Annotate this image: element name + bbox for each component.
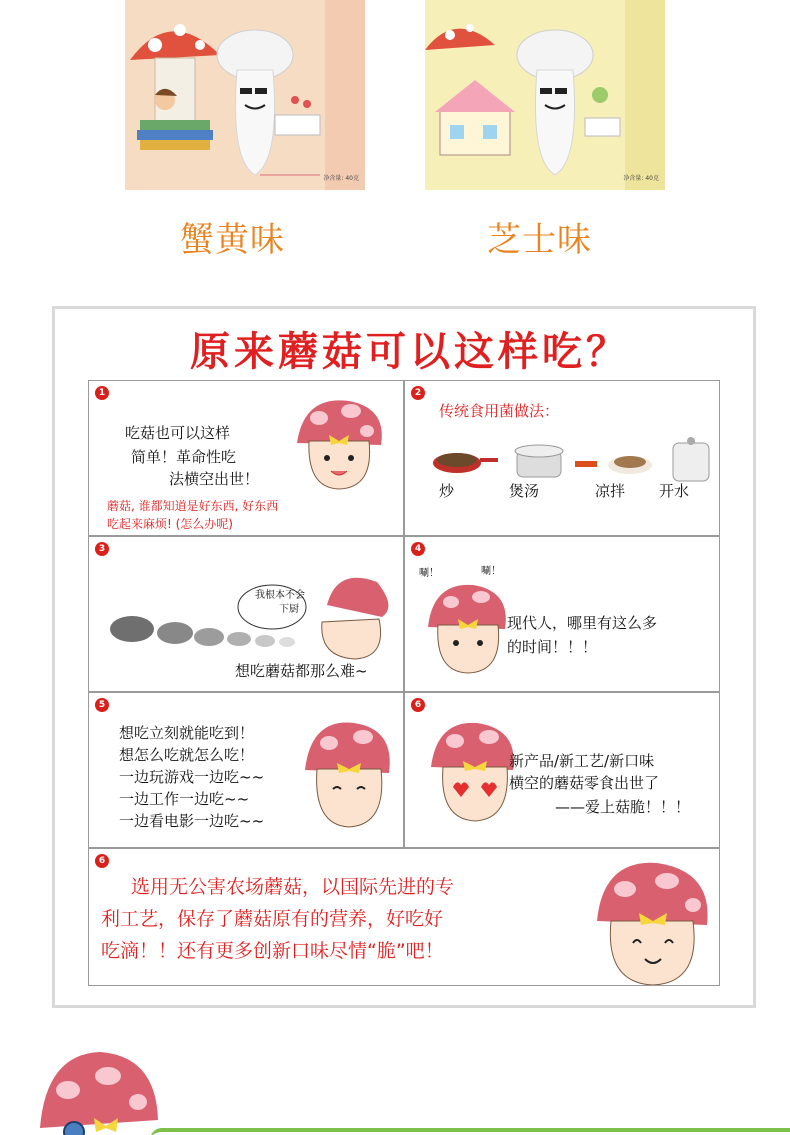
panel-5-line: 想吃立刻就能吃到！ xyxy=(119,724,255,742)
panel-number: 6 xyxy=(411,698,425,712)
method-label: 开水 xyxy=(659,482,690,500)
flavor-label-cheese: 芝士味 xyxy=(487,220,592,260)
panel-1-bubble-line: 简单！革命性吃 xyxy=(131,448,237,466)
panel-number: 3 xyxy=(95,542,109,556)
panel-1-note-line: 蘑菇, 谁都知道是好东西, 好东西 xyxy=(107,499,279,513)
panel-2 xyxy=(404,380,720,536)
method-label: 炒 xyxy=(439,482,455,500)
panel-number: 2 xyxy=(411,386,425,400)
panel-7-line: 选用无公害农场蘑菇，以国际先进的专 xyxy=(131,876,455,898)
sad-mushrooms-icon xyxy=(97,567,397,667)
panel-6-line: 新产品/新工艺/新口味 xyxy=(509,752,655,770)
product-box-side xyxy=(325,0,365,190)
panel-6-line: 横空的蘑菇零食出世了 xyxy=(509,774,660,792)
panel-4-line: 现代人，哪里有这么多 xyxy=(507,614,658,632)
panel-6 xyxy=(404,692,720,848)
mushroom-character-icon xyxy=(299,715,399,835)
net-weight-label: 净含量: 40克 xyxy=(323,175,359,182)
panel-number: 4 xyxy=(411,542,425,556)
flavor-label-crab: 蟹黄味 xyxy=(180,220,285,260)
panel-5-line: 一边工作一边吃~~ xyxy=(119,790,250,808)
bottom-green-bar xyxy=(150,1128,790,1135)
product-box-cheese xyxy=(425,0,665,190)
panel-6-line: ——爱上菇脆！！！ xyxy=(555,798,691,816)
panel-1-bubble-line: 法横空出世！ xyxy=(169,470,260,488)
panel-5 xyxy=(88,692,404,848)
product-box-crab xyxy=(125,0,365,190)
panel-7-line: 吃滴！！还有更多创新口味尽情“脆”吧！ xyxy=(101,940,444,962)
sound-effect: 唰！ xyxy=(419,568,439,579)
headline: 原来蘑菇可以这样吃？ xyxy=(190,329,630,375)
mushroom-character-icon xyxy=(589,855,719,985)
panel-1-note-line: 吃起来麻烦! (怎么办呢) xyxy=(107,517,233,531)
net-weight-label: 净含量: 40克 xyxy=(623,175,659,182)
panel-3 xyxy=(88,536,404,692)
method-label: 煲汤 xyxy=(509,482,540,500)
panel-3-bubble-line: 我根本不会 xyxy=(255,590,305,601)
panel-1-bubble-line: 吃菇也可以这样 xyxy=(125,424,231,442)
panel-5-line: 一边看电影一边吃~~ xyxy=(119,812,265,830)
panel-7-line: 利工艺，保存了蘑菇原有的营养，好吃好 xyxy=(101,908,444,930)
panel-5-line: 一边玩游戏一边吃~~ xyxy=(119,768,265,786)
panel-number: 6 xyxy=(95,854,109,868)
mushroom-mascot-icon xyxy=(38,1048,168,1135)
panel-3-caption: 想吃蘑菇都那么难~ xyxy=(235,662,368,680)
panel-5-line: 想怎么吃就怎么吃！ xyxy=(119,746,255,764)
panel-2-title: 传统食用菌做法： xyxy=(439,402,560,420)
panel-4-line: 的时间！！！ xyxy=(507,638,598,656)
mushroom-character-icon xyxy=(423,577,513,677)
panel-7 xyxy=(88,848,720,986)
sound-effect: 唰！ xyxy=(481,566,501,577)
product-box-side xyxy=(625,0,665,190)
panel-4 xyxy=(404,536,720,692)
method-label: 凉拌 xyxy=(595,482,626,500)
product-box-crab-art xyxy=(125,0,325,190)
panel-3-bubble-line: 下厨 xyxy=(279,604,299,615)
panel-number: 1 xyxy=(95,386,109,400)
product-box-cheese-art xyxy=(425,0,625,190)
panel-number: 5 xyxy=(95,698,109,712)
panel-1 xyxy=(88,380,404,536)
mushroom-character-icon xyxy=(289,393,389,493)
